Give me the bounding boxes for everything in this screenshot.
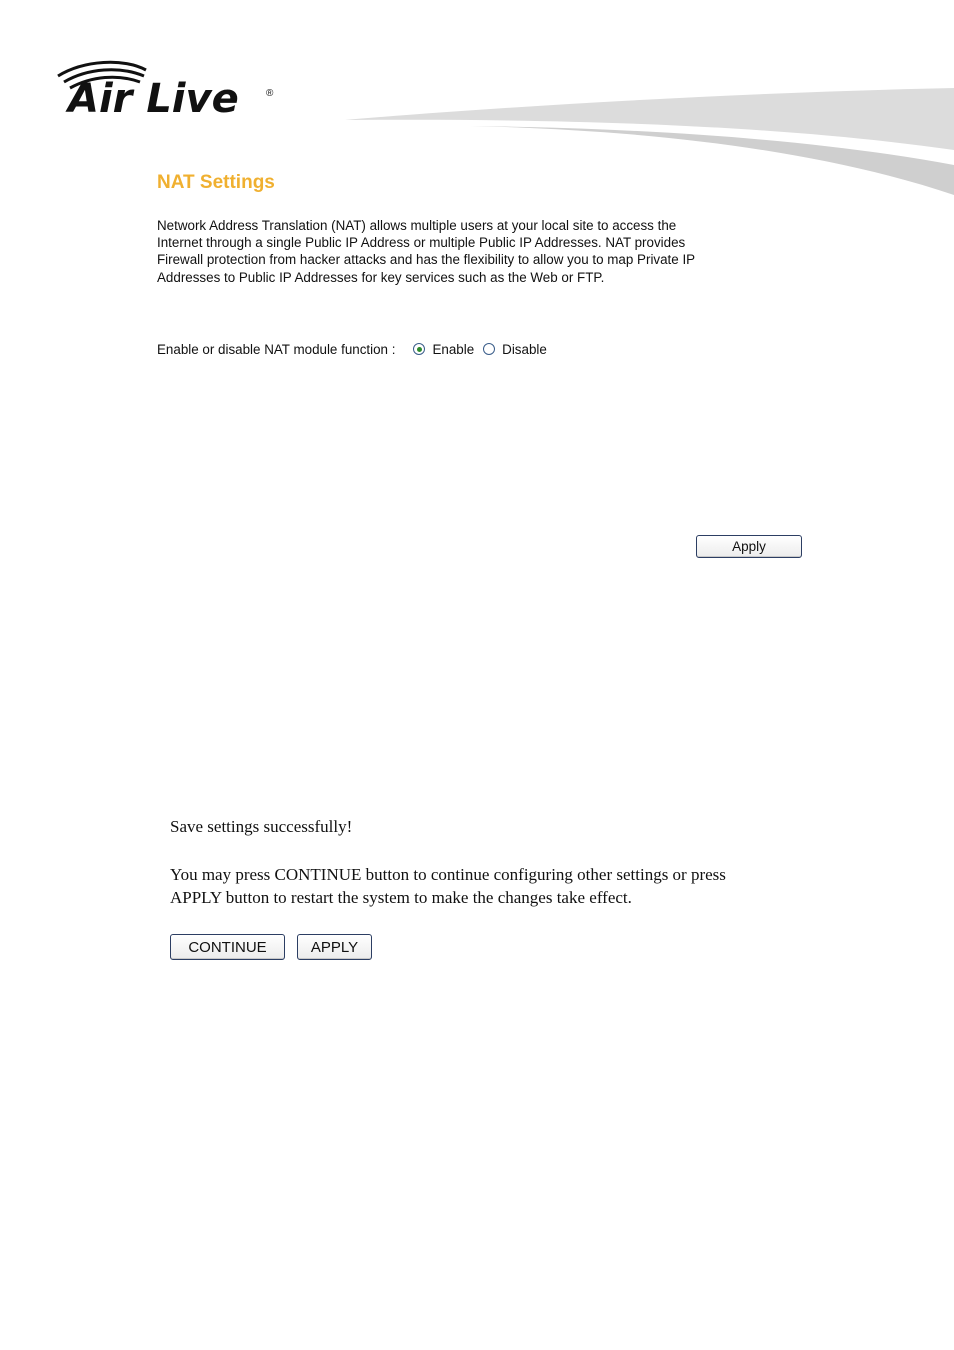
nat-module-row bbox=[157, 340, 556, 358]
save-success-title: Save settings successfully! bbox=[170, 817, 353, 836]
save-message-line: You may press CONTINUE button to continue configuring other settings or press bbox=[170, 865, 726, 884]
enable-radio-label[interactable]: Enable bbox=[432, 341, 475, 357]
registered-mark: ® bbox=[266, 88, 274, 99]
description-line: Network Address Translation (NAT) allows multiple users at your local site to access the bbox=[157, 218, 677, 233]
airlive-logo bbox=[52, 58, 292, 130]
save-message bbox=[170, 863, 810, 909]
apply-restart-button[interactable]: APPLY bbox=[297, 934, 372, 960]
page-title: NAT Settings bbox=[157, 172, 275, 193]
nat-module-label: Enable or disable NAT module function : bbox=[157, 341, 396, 357]
description-line: Addresses to Public IP Addresses for key services such as the Web or FTP. bbox=[157, 269, 605, 285]
enable-radio[interactable] bbox=[413, 343, 425, 355]
nat-description bbox=[157, 217, 747, 286]
description-line: Internet through a single Public IP Address or multiple Public IP Addresses. NAT provides bbox=[157, 235, 686, 251]
disable-radio[interactable] bbox=[483, 343, 495, 355]
continue-button[interactable]: CONTINUE bbox=[170, 934, 285, 960]
disable-radio-label[interactable]: Disable bbox=[502, 341, 547, 357]
page-header bbox=[0, 0, 954, 210]
apply-button[interactable]: Apply bbox=[696, 535, 802, 558]
description-line: Firewall protection from hacker attacks and has the flexibility to allow you to map Private IP bbox=[157, 252, 696, 268]
save-message-line: APPLY button to restart the system to make the changes take effect. bbox=[170, 888, 632, 907]
logo-text: Air Live bbox=[68, 76, 239, 122]
